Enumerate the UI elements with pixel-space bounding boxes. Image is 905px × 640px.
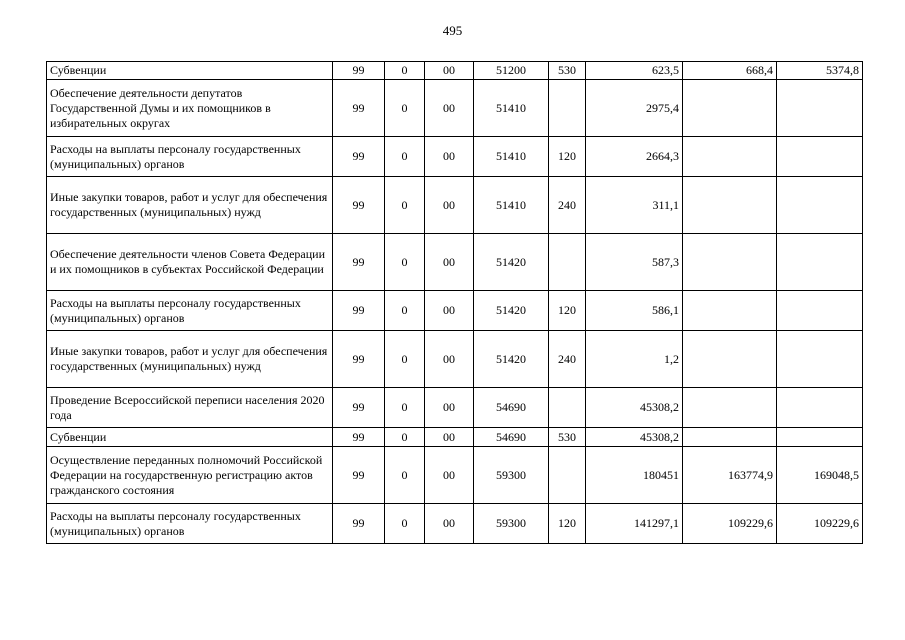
row-code-b: 0 xyxy=(385,428,425,447)
budget-table xyxy=(46,61,863,544)
row-code-c: 00 xyxy=(425,504,474,544)
row-value-1: 586,1 xyxy=(586,291,683,331)
row-code-c: 00 xyxy=(425,80,474,137)
table-row xyxy=(47,428,863,447)
row-value-2 xyxy=(683,388,777,428)
row-code-e: 530 xyxy=(549,62,586,80)
table-row xyxy=(47,234,863,291)
row-code-b: 0 xyxy=(385,234,425,291)
table-row xyxy=(47,447,863,504)
row-code-b: 0 xyxy=(385,291,425,331)
row-code-a: 99 xyxy=(333,447,385,504)
row-value-3 xyxy=(777,177,863,234)
row-value-3 xyxy=(777,80,863,137)
row-code-d: 54690 xyxy=(474,428,549,447)
row-code-a: 99 xyxy=(333,388,385,428)
row-name: Иные закупки товаров, работ и услуг для обеспечения государственных (муниципальных) нужд xyxy=(47,177,333,234)
row-code-c: 00 xyxy=(425,331,474,388)
row-code-c: 00 xyxy=(425,388,474,428)
row-value-3 xyxy=(777,388,863,428)
row-code-d: 54690 xyxy=(474,388,549,428)
row-value-3 xyxy=(777,331,863,388)
row-code-e xyxy=(549,234,586,291)
table-row xyxy=(47,137,863,177)
row-code-a: 99 xyxy=(333,331,385,388)
row-value-1: 1,2 xyxy=(586,331,683,388)
row-value-2 xyxy=(683,291,777,331)
row-code-d: 51420 xyxy=(474,291,549,331)
row-code-d: 51410 xyxy=(474,177,549,234)
row-code-e: 240 xyxy=(549,177,586,234)
row-code-c: 00 xyxy=(425,177,474,234)
page-number: 495 xyxy=(442,23,463,38)
row-code-d: 51420 xyxy=(474,331,549,388)
row-name: Расходы на выплаты персоналу государственных (муниципальных) органов xyxy=(47,504,333,544)
row-value-3: 5374,8 xyxy=(777,62,863,80)
row-code-b: 0 xyxy=(385,62,425,80)
row-value-1: 2975,4 xyxy=(586,80,683,137)
row-value-1: 45308,2 xyxy=(586,388,683,428)
row-code-c: 00 xyxy=(425,137,474,177)
row-code-e: 120 xyxy=(549,291,586,331)
row-value-3: 169048,5 xyxy=(777,447,863,504)
row-value-2 xyxy=(683,234,777,291)
row-value-3 xyxy=(777,137,863,177)
row-code-d: 51410 xyxy=(474,80,549,137)
row-name: Расходы на выплаты персоналу государственных (муниципальных) органов xyxy=(47,291,333,331)
row-name: Осуществление переданных полномочий Российской Федерации на государственную регистрацию актов гражданского состояния xyxy=(47,447,333,504)
row-code-e: 120 xyxy=(549,137,586,177)
row-code-b: 0 xyxy=(385,80,425,137)
row-value-3 xyxy=(777,234,863,291)
row-name: Субвенции xyxy=(47,428,333,447)
row-code-c: 00 xyxy=(425,234,474,291)
row-value-2: 109229,6 xyxy=(683,504,777,544)
row-name: Субвенции xyxy=(47,62,333,80)
row-code-b: 0 xyxy=(385,388,425,428)
row-code-c: 00 xyxy=(425,291,474,331)
row-code-a: 99 xyxy=(333,234,385,291)
row-code-e xyxy=(549,80,586,137)
row-code-e xyxy=(549,447,586,504)
row-value-2 xyxy=(683,331,777,388)
row-code-a: 99 xyxy=(333,177,385,234)
row-value-2: 668,4 xyxy=(683,62,777,80)
table-row xyxy=(47,62,863,80)
row-code-d: 51420 xyxy=(474,234,549,291)
row-code-d: 59300 xyxy=(474,447,549,504)
row-code-b: 0 xyxy=(385,504,425,544)
row-value-3 xyxy=(777,428,863,447)
row-name: Обеспечение деятельности членов Совета Федерации и их помощников в субъектах Российской Федерации xyxy=(47,234,333,291)
row-code-e: 240 xyxy=(549,331,586,388)
row-code-e: 530 xyxy=(549,428,586,447)
table-row xyxy=(47,388,863,428)
row-code-a: 99 xyxy=(333,428,385,447)
row-code-b: 0 xyxy=(385,447,425,504)
row-code-e: 120 xyxy=(549,504,586,544)
row-name: Обеспечение деятельности депутатов Государственной Думы и их помощников в избирательных округах xyxy=(47,80,333,137)
row-value-1: 180451 xyxy=(586,447,683,504)
row-value-3 xyxy=(777,291,863,331)
row-value-1: 141297,1 xyxy=(586,504,683,544)
row-code-a: 99 xyxy=(333,291,385,331)
row-code-c: 00 xyxy=(425,62,474,80)
row-code-a: 99 xyxy=(333,137,385,177)
row-code-e xyxy=(549,388,586,428)
row-code-b: 0 xyxy=(385,177,425,234)
row-code-a: 99 xyxy=(333,80,385,137)
row-code-c: 00 xyxy=(425,428,474,447)
row-name: Иные закупки товаров, работ и услуг для обеспечения государственных (муниципальных) нужд xyxy=(47,331,333,388)
row-code-b: 0 xyxy=(385,137,425,177)
table-row xyxy=(47,291,863,331)
row-value-2 xyxy=(683,428,777,447)
row-value-1: 311,1 xyxy=(586,177,683,234)
row-value-2 xyxy=(683,80,777,137)
row-value-1: 45308,2 xyxy=(586,428,683,447)
row-value-2: 163774,9 xyxy=(683,447,777,504)
table-row xyxy=(47,331,863,388)
row-code-b: 0 xyxy=(385,331,425,388)
row-code-d: 59300 xyxy=(474,504,549,544)
row-name: Проведение Всероссийской переписи населения 2020 года xyxy=(47,388,333,428)
row-value-2 xyxy=(683,137,777,177)
row-value-1: 587,3 xyxy=(586,234,683,291)
row-code-d: 51200 xyxy=(474,62,549,80)
row-code-a: 99 xyxy=(333,62,385,80)
row-value-1: 623,5 xyxy=(586,62,683,80)
row-value-3: 109229,6 xyxy=(777,504,863,544)
row-value-2 xyxy=(683,177,777,234)
table-row xyxy=(47,504,863,544)
row-code-a: 99 xyxy=(333,504,385,544)
row-value-1: 2664,3 xyxy=(586,137,683,177)
row-code-c: 00 xyxy=(425,447,474,504)
table-row xyxy=(47,177,863,234)
row-name: Расходы на выплаты персоналу государственных (муниципальных) органов xyxy=(47,137,333,177)
table-row xyxy=(47,80,863,137)
row-code-d: 51410 xyxy=(474,137,549,177)
